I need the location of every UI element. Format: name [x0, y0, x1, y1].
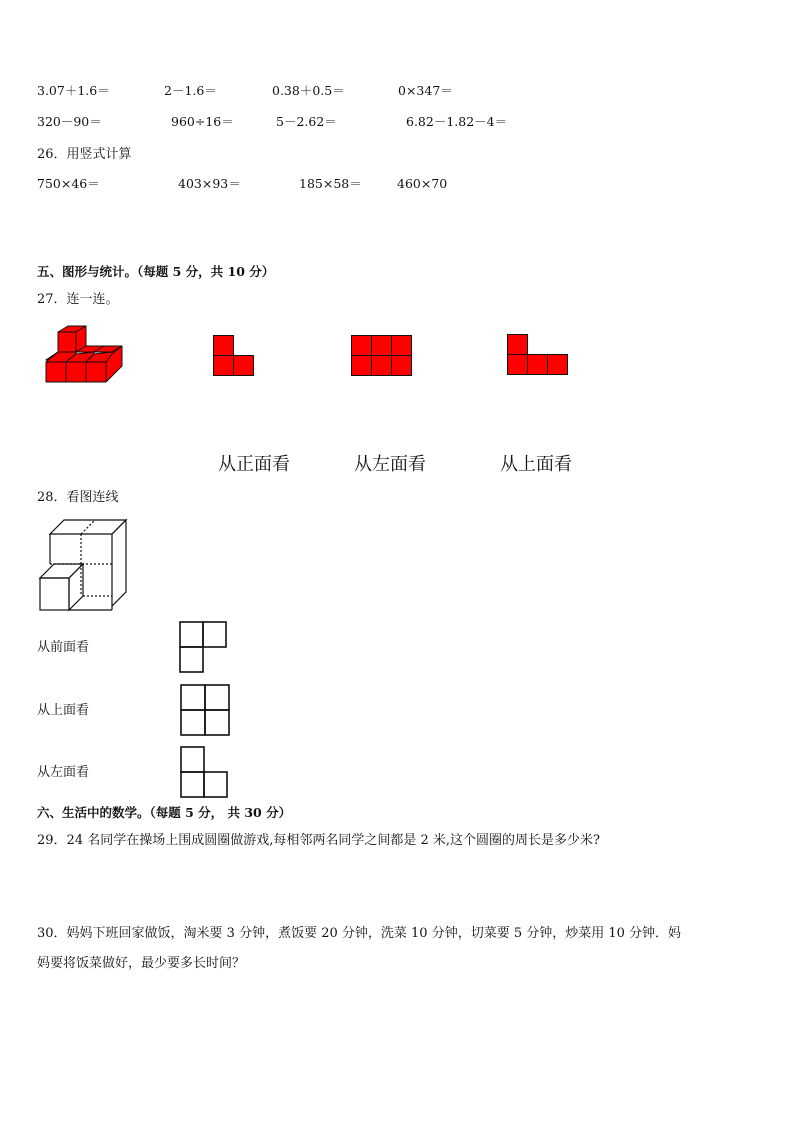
vertical-calc-item: 750×46＝ — [37, 176, 100, 191]
view-option-shape-c — [180, 746, 230, 800]
red-view-shape-2x3 — [351, 335, 413, 377]
view-label-left: 从左面看 — [354, 454, 426, 475]
question-26-title: 26．用竖式计算 — [37, 147, 132, 162]
cube-3d-line-figure — [38, 516, 130, 612]
vertical-calc-item: 185×58＝ — [299, 176, 362, 191]
arith-item: 6.82－1.82－4＝ — [406, 114, 508, 129]
section-5-title: 五、图形与统计。（每题 5 分，共 10 分） — [37, 264, 275, 279]
question-29-text: 29．24 名同学在操场上围成圆圈做游戏,每相邻两名同学之间都是 2 米,这个圆圈的周长是多少米? — [37, 833, 600, 848]
arith-item: 960÷16＝ — [171, 114, 234, 129]
red-cube-3d-figure — [44, 324, 126, 384]
red-view-shape-l-wide — [507, 334, 569, 376]
arith-item: 0.38＋0.5＝ — [272, 83, 345, 98]
question-28-title: 28．看图连线 — [37, 490, 119, 505]
question-30-line-2: 妈要将饭菜做好，最少要多长时间？ — [37, 956, 246, 971]
vertical-calc-item: 460×70 — [397, 176, 448, 191]
section-6-title: 六、生活中的数学。（每题 5 分， 共 30 分） — [37, 805, 292, 820]
arith-item: 320－90＝ — [37, 114, 102, 129]
question-27-title: 27．连一连。 — [37, 292, 119, 307]
vertical-calc-item: 403×93＝ — [178, 176, 241, 191]
view-label-front: 从前面看 — [37, 640, 90, 655]
view-label-left: 从左面看 — [37, 765, 90, 780]
view-label-front: 从正面看 — [218, 454, 290, 475]
arith-item: 3.07＋1.6＝ — [37, 83, 110, 98]
view-label-top: 从上面看 — [500, 454, 572, 475]
arith-item: 5－2.62＝ — [276, 114, 337, 129]
arith-item: 2－1.6＝ — [164, 83, 217, 98]
view-option-shape-b — [180, 684, 232, 738]
view-option-shape-a — [179, 621, 229, 675]
view-label-top: 从上面看 — [37, 703, 90, 718]
red-view-shape-l-small — [213, 335, 255, 377]
arith-item: 0×347＝ — [398, 83, 453, 98]
question-30-line-1: 30．妈妈下班回家做饭，淘米要 3 分钟，煮饭要 20 分钟，洗菜 10 分钟，切菜要 5 分钟，炒菜用 10 分钟．妈 — [37, 926, 682, 941]
